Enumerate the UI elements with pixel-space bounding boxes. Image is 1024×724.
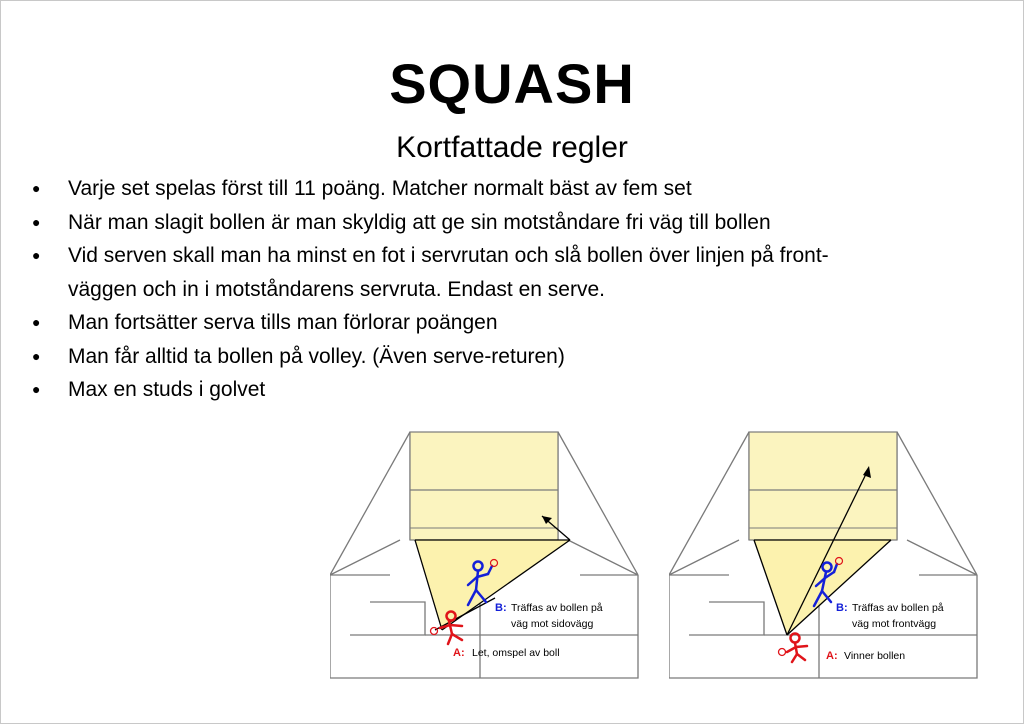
player-b-label: B:: [495, 602, 507, 614]
list-item: ● Man får alltid ta bollen på volley. (Även serve-returen): [32, 344, 565, 368]
list-item: ● Vid serven skall man ha minst en fot i servrutan och slå bollen över linjen på front- väggen och in i motståndarens servruta. Endast en serve.: [32, 244, 829, 301]
player-b-caption: Träffas av bollen på: [511, 602, 603, 614]
list-item: ● Man fortsätter serva tills man förlorar poängen: [32, 311, 498, 334]
player-b-label: B:: [836, 602, 848, 614]
rules-list: [30, 172, 990, 407]
court-diagram-winner: [669, 430, 979, 682]
court-diagram-let: [330, 430, 640, 682]
list-item: ● När man slagit bollen är man skyldig att ge sin motståndare fri väg till bollen: [32, 210, 771, 234]
list-item: ● Max en studs i golvet: [32, 378, 266, 401]
player-a-caption: Let, omspel av boll: [472, 647, 560, 659]
page-title: SQUASH: [389, 52, 635, 115]
player-b-caption: väg mot sidovägg: [511, 618, 594, 630]
page-subtitle: Kortfattade regler: [396, 131, 628, 164]
player-a-label: A:: [826, 650, 838, 662]
player-a-label: A:: [453, 647, 465, 659]
player-b-caption: Träffas av bollen på: [852, 602, 944, 614]
player-a-figure: [787, 634, 807, 663]
list-item: ● Varje set spelas först till 11 poäng. Matcher normalt bäst av fem set: [32, 177, 692, 200]
player-b-caption: väg mot frontvägg: [852, 618, 937, 630]
player-a-caption: Vinner bollen: [844, 650, 906, 662]
